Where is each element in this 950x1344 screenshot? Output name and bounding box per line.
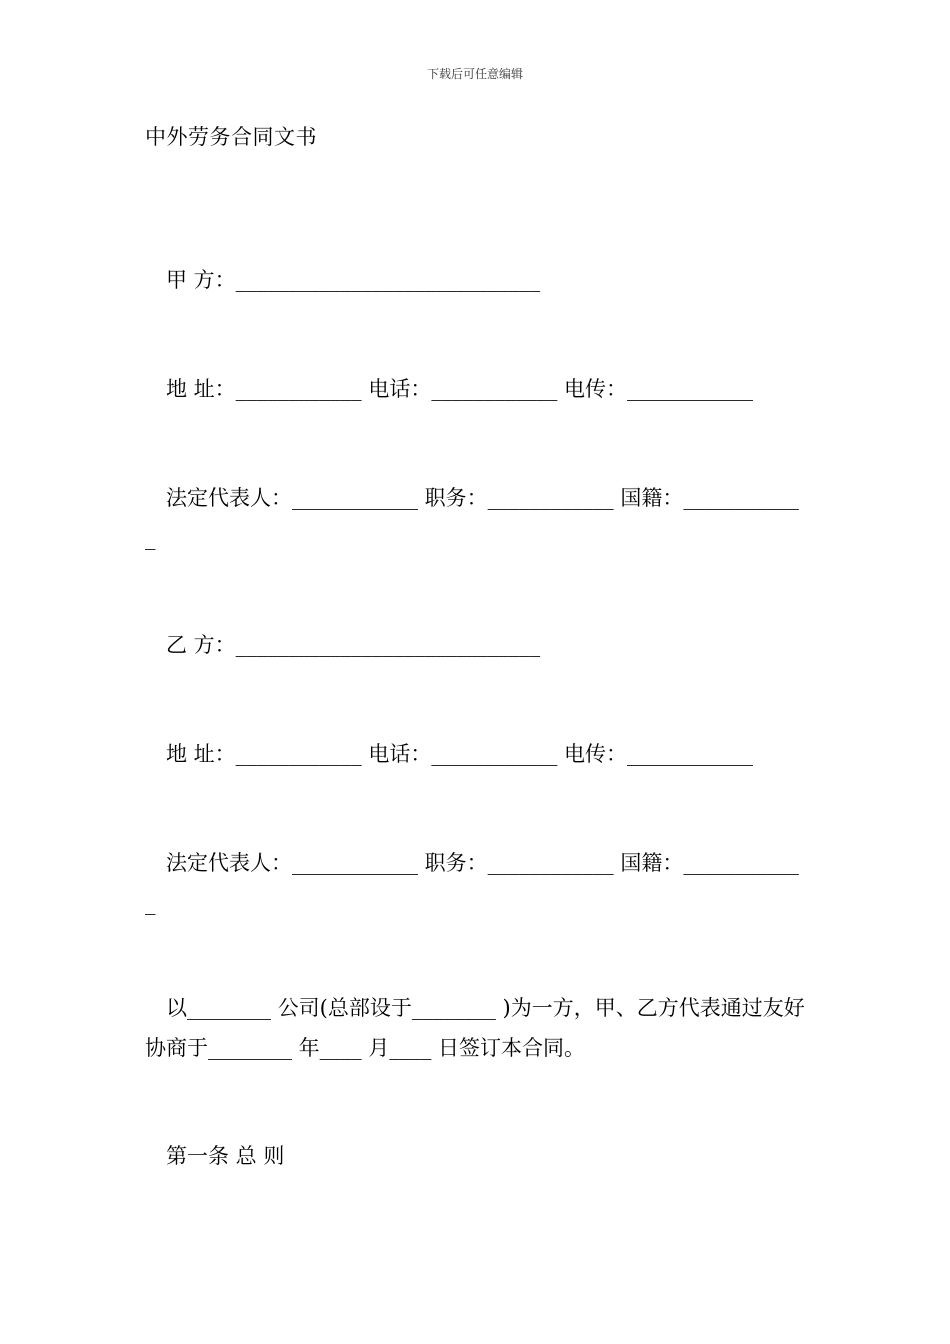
header-note: 下载后可任意编辑	[426, 67, 523, 81]
party-b-address-line: 地 址：____________ 电话：____________ 电传：____________	[145, 742, 754, 766]
party-a-address-line: 地 址：____________ 电话：____________ 电传：____________	[145, 377, 754, 401]
preamble-paragraph: 以________ 公司(总部设于________ )为一方，甲、乙方代表通过友好协商于________ 年____ 月____ 日签订本合同。	[145, 996, 805, 1060]
document-title: 中外劳务合同文书	[145, 125, 317, 149]
party-b-name-line: 乙 方：_____________________________	[145, 633, 541, 657]
article-1-heading: 第一条 总 则	[145, 1144, 285, 1168]
party-a-representative-line: 法定代表人：____________ 职务：____________ 国籍：____________	[145, 486, 799, 550]
party-b-representative-line: 法定代表人：____________ 职务：____________ 国籍：____________	[145, 851, 799, 915]
party-a-name-line: 甲 方：_____________________________	[145, 268, 541, 292]
